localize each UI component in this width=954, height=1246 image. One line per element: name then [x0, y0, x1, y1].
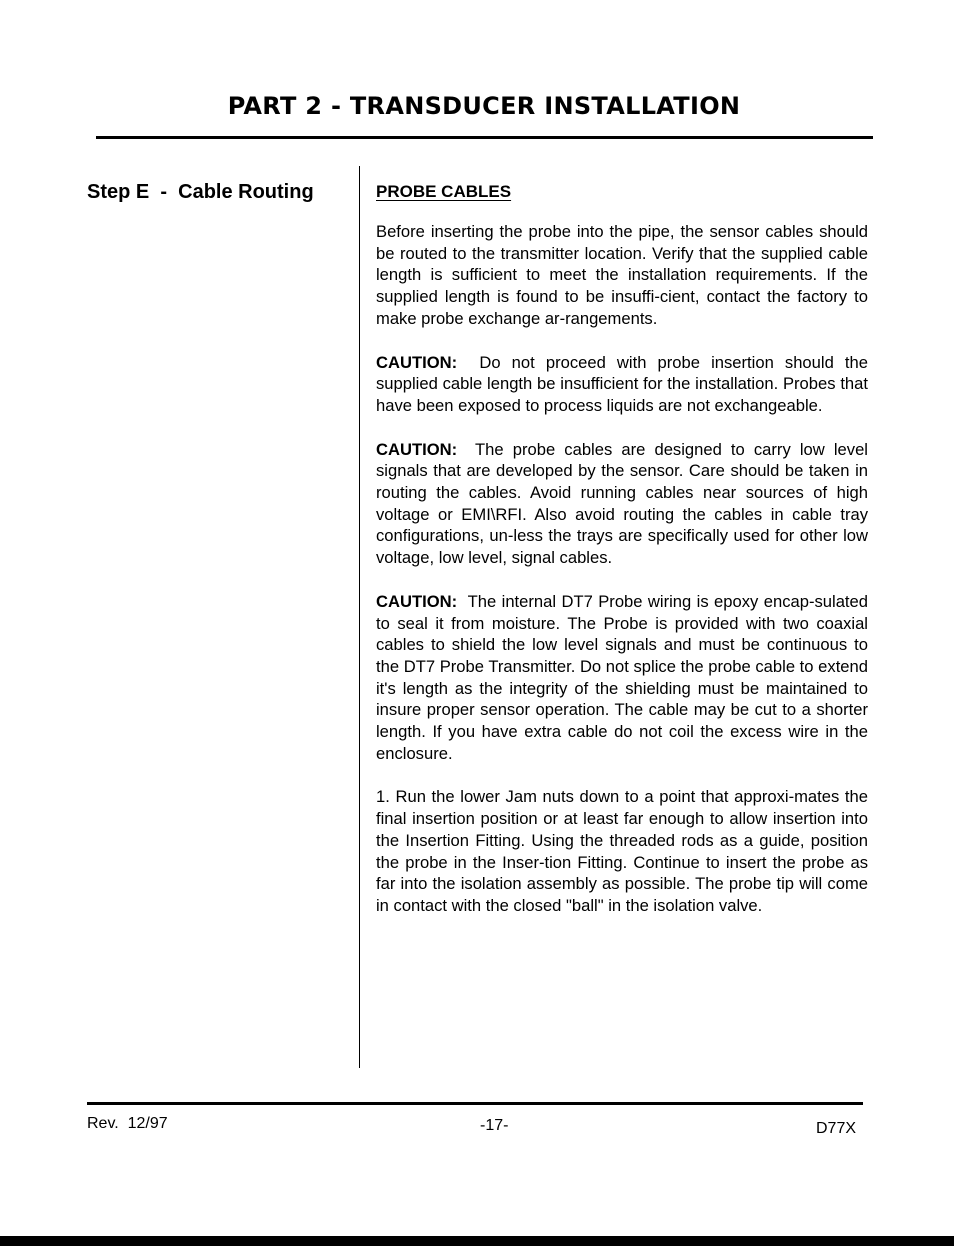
step-1-paragraph: 1. Run the lower Jam nuts down to a point that approxi-mates the final insertion position or at least far enough to allow insertion into the Insertion Fitting. Using the threaded rods as a guide, position the probe in the Inser-tion Fitting. Continue to insert the probe as far into the isolation assembly as possible. The probe tip will come in contact with the closed "ball" in the isolation valve.	[376, 787, 868, 915]
section-heading: PROBE CABLES	[376, 182, 512, 201]
caution-text: The probe cables are designed to carry low level signals that are developed by the sensor. Care should be taken in routing the cables. Avoid running cables near sources of high voltage or EMI\RFI. Also avoid routing the cables in cable tray configurations, un-less the trays are specifically used for other low voltage, low level, signal cables.	[376, 439, 868, 568]
caution-text: Do not proceed with probe insertion should the supplied cable length be insufficient for the installation. Probes that have been exposed to process liquids are not exchangeable.	[376, 352, 868, 415]
page-title: PART 2 - TRANSDUCER INSTALLATION	[227, 92, 741, 120]
caution-text: The internal DT7 Probe wiring is epoxy encap-sulated to seal it from moisture. The Probe is provided with two coaxial cables to shield the low level signals and must be continuous to the DT7 Probe Transmitter. Do not splice the probe cable to extend it's length as the integrity of the shielding must be maintained to insure proper sensor operation. The cable may be cut to a shorter length. If you have extra cable do not coil the excess wire in the enclosure.	[376, 591, 868, 763]
page-number: -17-	[480, 1117, 509, 1134]
revision-label: Rev. 12/97	[87, 1115, 168, 1132]
caution-paragraph	[376, 352, 868, 417]
caution-label: CAUTION:	[376, 591, 458, 611]
footer-rule	[87, 1102, 863, 1105]
column-divider	[359, 166, 360, 1068]
document-code: D77X	[816, 1120, 857, 1137]
main-content	[376, 182, 868, 939]
scan-edge	[0, 1236, 954, 1246]
caution-label: CAUTION:	[376, 352, 458, 372]
step-heading: Step E - Cable Routing	[87, 181, 314, 203]
caution-paragraph	[376, 591, 868, 765]
title-rule	[96, 136, 873, 139]
intro-paragraph: Before inserting the probe into the pipe, the sensor cables should be routed to the transmitter location. Verify that the supplied cable length is sufficient to meet the installation requirements. If the supplied length is found to be insuffi-cient, contact the factory to make probe exchange ar-rangements.	[376, 222, 868, 328]
caution-paragraph	[376, 439, 868, 569]
caution-label: CAUTION:	[376, 439, 458, 459]
